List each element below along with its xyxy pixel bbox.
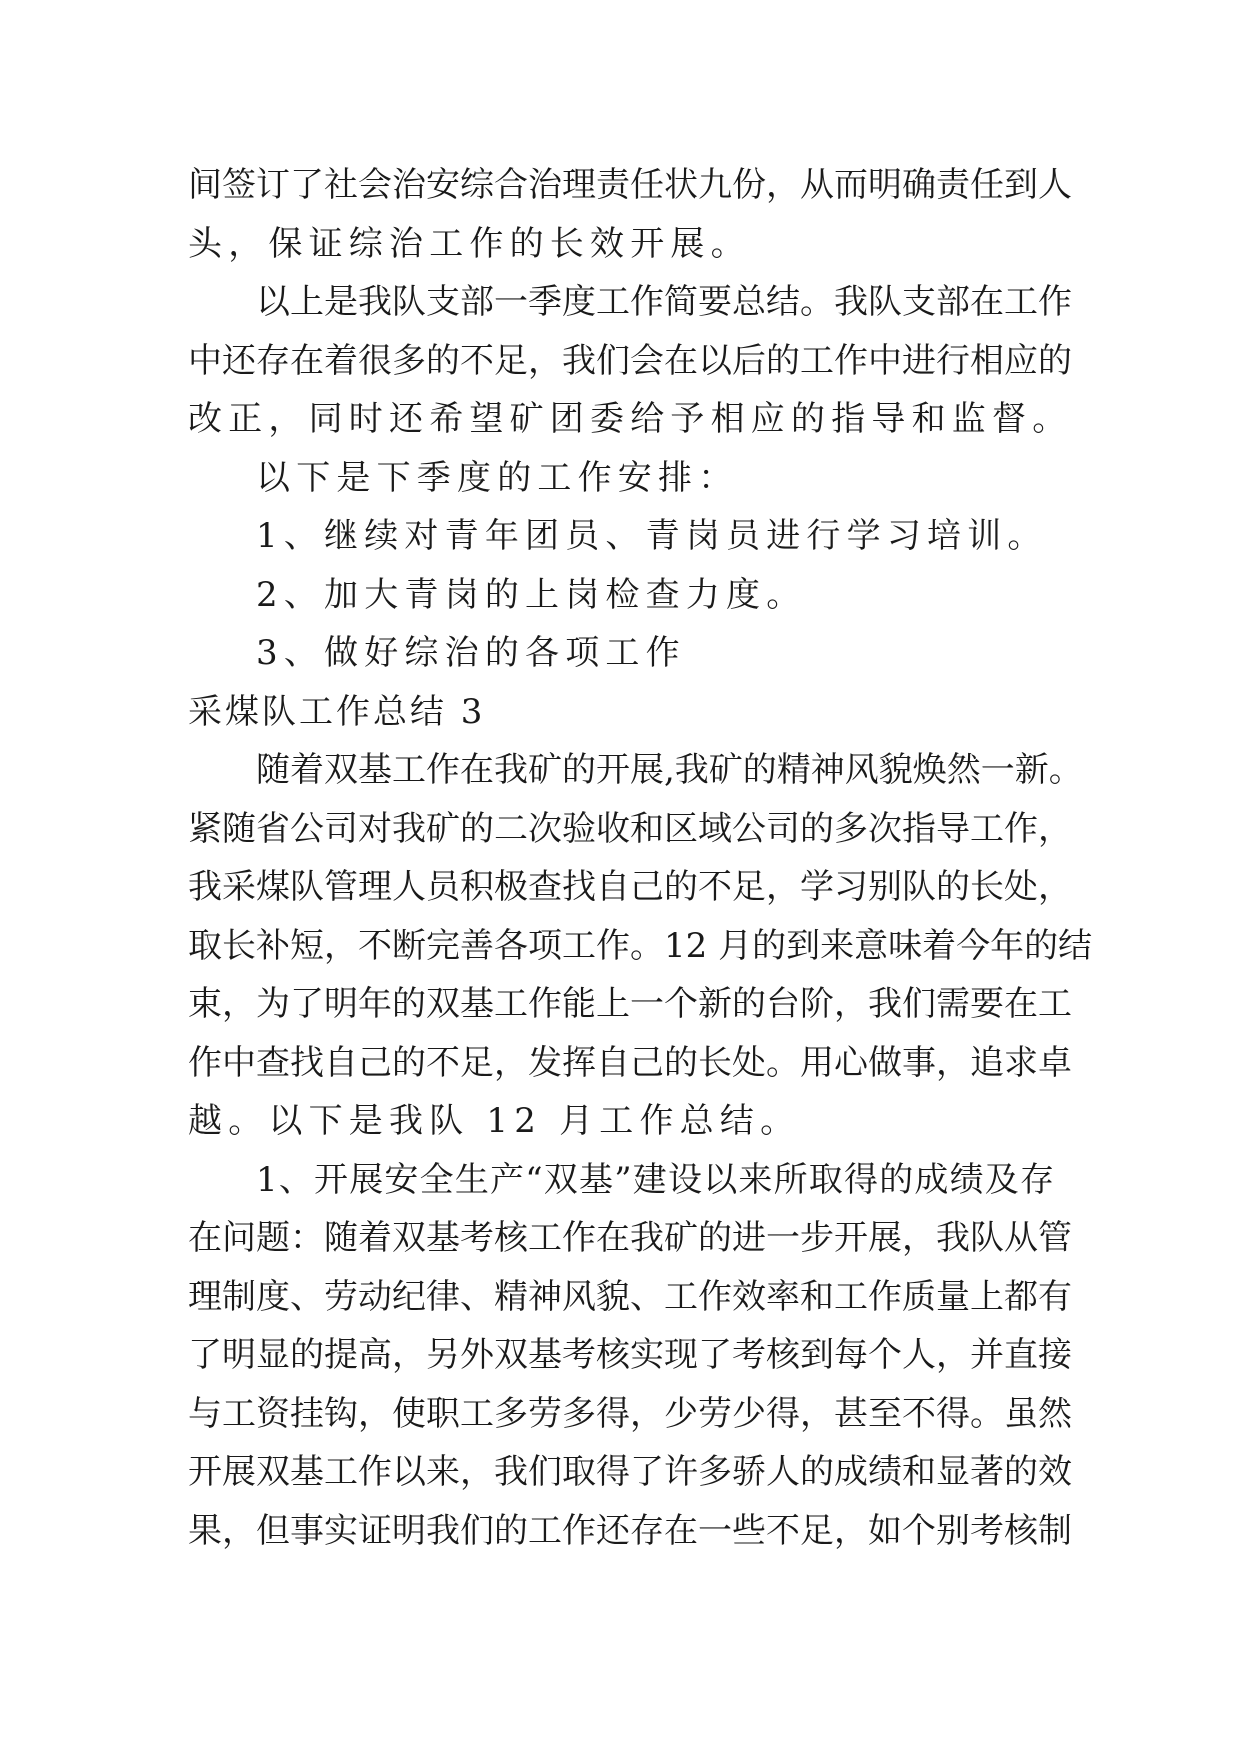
text-line: 头，保证综治工作的长效开展。 [188,223,751,264]
paragraph-first-line: 随着双基工作在我矿的开展,我矿的精神风貌焕然一新。 [256,750,1083,790]
list-item: 2、加大青岗的上岗检查力度。 [256,574,807,615]
text-line: 取长补短，不断完善各项工作。12 月的到来意味着今年的结 [188,925,1093,966]
list-item: 3、做好综治的各项工作 [256,633,686,673]
text-line: 紧随省公司对我矿的二次验收和区域公司的多次指导工作， [188,808,1072,849]
text-line: 越。以下是我队 12 月工作总结。 [188,1101,801,1141]
text-line: 理制度、劳动纪律、精神风貌、工作效率和工作质量上都有 [188,1276,1072,1317]
text-line: 束，为了明年的双基工作能上一个新的台阶，我们需要在工 [188,984,1072,1024]
text-line: 开展双基工作以来，我们取得了许多骄人的成绩和显著的效 [188,1452,1072,1492]
document-body [188,156,1093,1560]
list-item: 1、继续对青年团员、青岗员进行学习培训。 [256,516,1048,556]
text-line: 改正，同时还希望矿团委给予相应的指导和监督。 [188,399,1073,439]
text-line: 作中查找自己的不足，发挥自己的长处。用心做事，追求卓 [188,1042,1072,1083]
text-line: 果，但事实证明我们的工作还存在一些不足，如个别考核制 [188,1510,1072,1551]
text-line: 了明显的提高，另外双基考核实现了考核到每个人，并直接 [188,1335,1072,1375]
section-heading: 采煤队工作总结 3 [188,691,486,732]
text-line: 我采煤队管理人员积极查找自己的不足，学习别队的长处， [188,867,1072,907]
paragraph-first-line: 以下是下季度的工作安排： [256,457,739,498]
text-line: 间签订了社会治安综合治理责任状九份，从而明确责任到人 [188,165,1072,205]
text-line: 在问题：随着双基考核工作在我矿的进一步开展，我队从管 [188,1218,1072,1258]
text-line: 与工资挂钩，使职工多劳多得，少劳少得，甚至不得。虽然 [188,1393,1072,1434]
paragraph-first-line: 1、开展安全生产“双基”建设以来所取得的成绩及存 [256,1159,1054,1200]
text-line: 中还存在着很多的不足，我们会在以后的工作中进行相应的 [188,340,1072,381]
paragraph-first-line: 以上是我队支部一季度工作简要总结。我队支部在工作 [256,282,1072,322]
